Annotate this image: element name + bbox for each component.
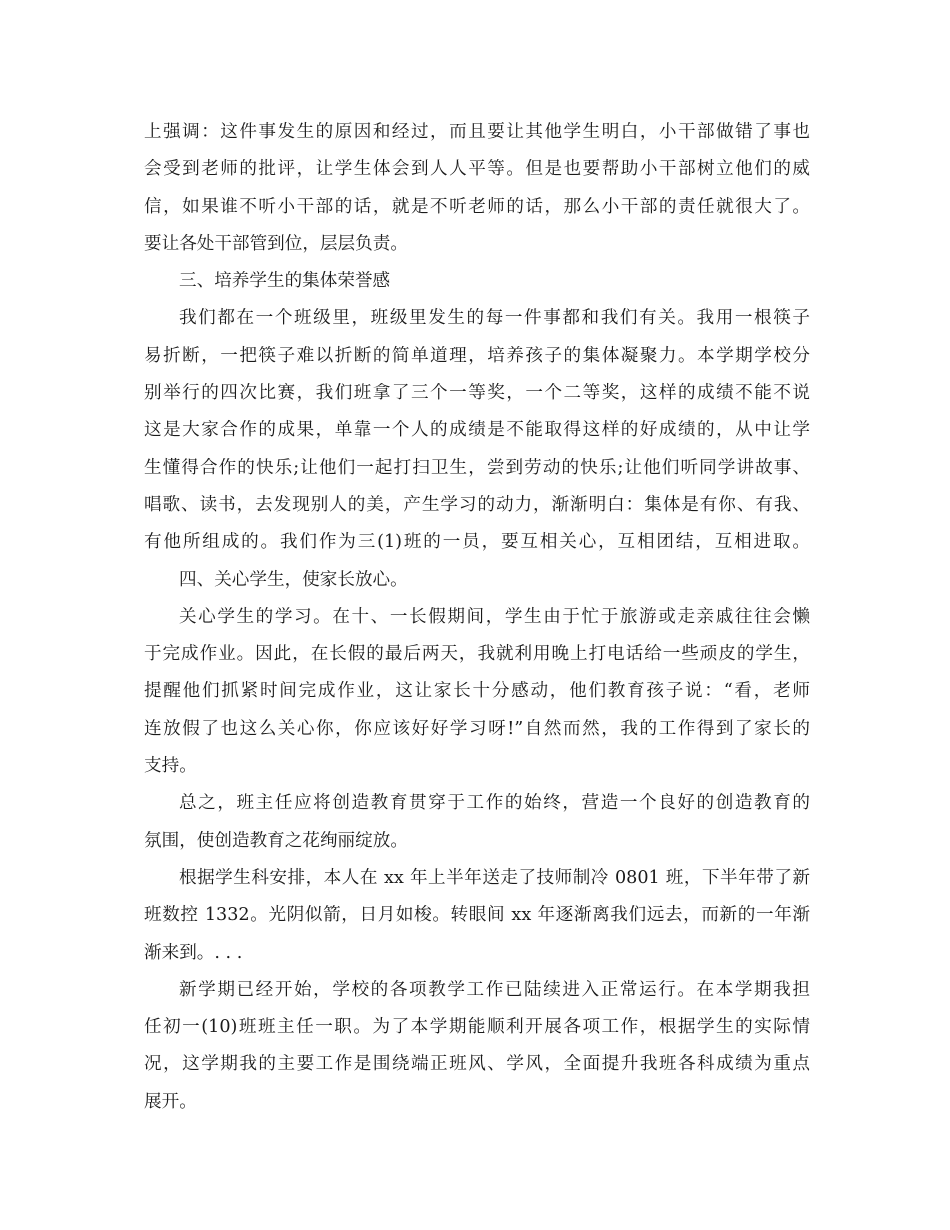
text-line: 支持。 [144,756,197,777]
text-line: 况，这学期我的主要工作是围绕端正班风、学风，全面提升我班各科成绩为重点 [144,1054,810,1075]
text-line: 有他所组成的。我们作为三(1)班的一员，要互相关心，互相团结，互相进取。 [144,532,810,553]
text-line: 信，如果谁不听小干部的话，就是不听老师的话，那么小干部的责任就很大了。 [144,196,810,217]
text-line: 根据学生科安排，本人在 xx 年上半年送走了技师制冷 0801 班，下半年带了新 [179,867,810,888]
text-line: 任初一(10)班班主任一职。为了本学期能顺利开展各项工作，根据学生的实际情 [144,1017,810,1038]
text-line: 总之，班主任应将创造教育贯穿于工作的始终，营造一个良好的创造教育的 [179,793,810,814]
text-line: 唱歌、读书，去发现别人的美，产生学习的动力，渐渐明白：集体是有你、有我、 [144,494,810,515]
text-line: 连放假了也这么关心你，你应该好好学习呀!”自然而然，我的工作得到了家长的 [144,718,810,739]
text-line: 会受到老师的批评，让学生体会到人人平等。但是也要帮助小干部树立他们的威 [144,159,810,180]
text-line: 新学期已经开始，学校的各项教学工作已陆续进入正常运行。在本学期我担 [179,979,810,1000]
text-line: 上强调：这件事发生的原因和经过，而且要让其他学生明白，小干部做错了事也 [144,122,810,142]
text-line: 我们都在一个班级里，班级里发生的每一件事都和我们有关。我用一根筷子 [179,308,810,329]
text-line: 展开。 [144,1091,197,1112]
text-line: 四、关心学生，使家长放心。 [179,569,408,590]
text-line: 要让各处干部管到位，层层负责。 [144,233,408,254]
text-line: 生懂得合作的快乐;让他们一起打扫卫生，尝到劳动的快乐;让他们听同学讲故事、 [144,457,810,478]
text-line: 三、培养学生的集体荣誉感 [179,271,391,292]
text-line: 这是大家合作的成果，单靠一个人的成绩是不能取得这样的好成绩的，从中让学 [144,420,810,441]
text-line: 别举行的四次比赛，我们班拿了三个一等奖，一个二等奖，这样的成绩不能不说 [144,383,810,404]
document-page [144,114,810,1121]
text-line: 渐来到。. . . [144,942,243,963]
text-line: 提醒他们抓紧时间完成作业，这让家长十分感动，他们教育孩子说：“看，老师 [144,681,810,702]
text-line: 易折断，一把筷子难以折断的简单道理，培养孩子的集体凝聚力。本学期学校分 [144,345,810,366]
text-line: 关心学生的学习。在十、一长假期间，学生由于忙于旅游或走亲戚往往会懒 [179,606,810,627]
text-line: 于完成作业。因此，在长假的最后两天，我就利用晚上打电话给一些顽皮的学生， [144,644,810,665]
text-line: 班数控 1332。光阴似箭，日月如梭。转眼间 xx 年逐渐离我们远去，而新的一年渐 [144,905,810,926]
text-line: 氛围，使创造教育之花绚丽绽放。 [144,830,408,851]
